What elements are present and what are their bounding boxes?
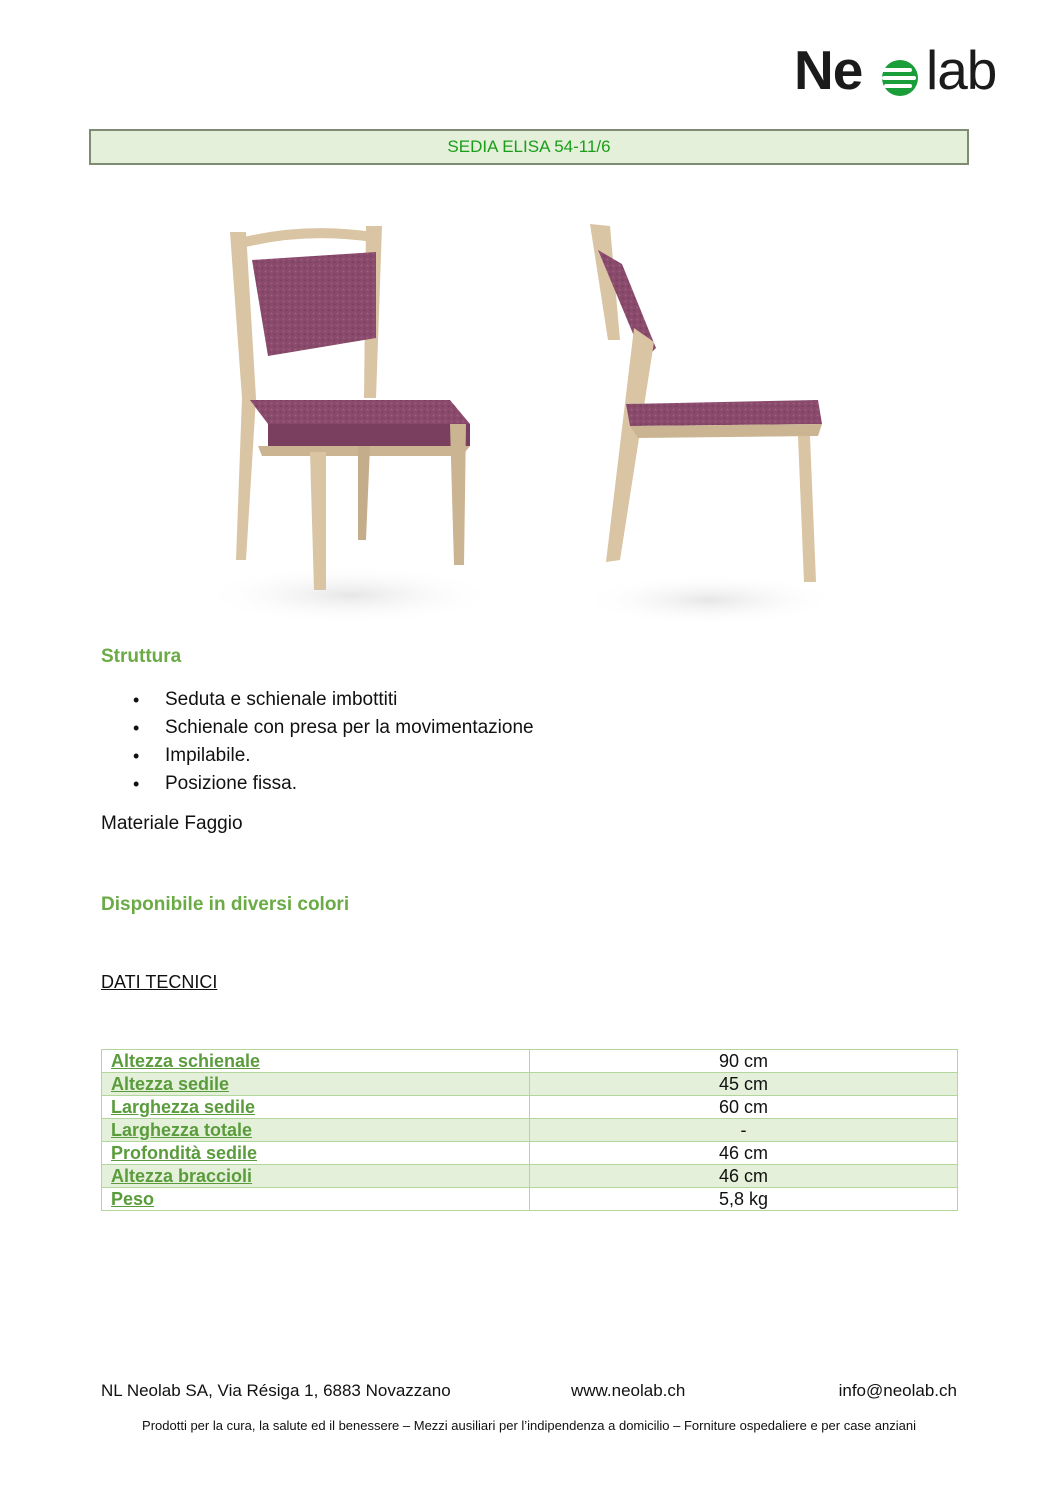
feature-list [101,686,534,798]
footer-website-link[interactable]: www.neolab.ch [571,1381,686,1400]
spec-label[interactable]: Altezza schienale [102,1050,530,1073]
specs-heading: DATI TECNICI [101,972,218,992]
footer-email-link[interactable]: info@neolab.ch [838,1381,957,1400]
table-row [102,1188,958,1211]
table-row [102,1142,958,1165]
logo-hand-icon [878,58,924,98]
product-title: SEDIA ELISA 54-11/6 [89,129,969,165]
material-text: Materiale Faggio [101,813,243,834]
list-item: • Seduta e schienale imbottiti [101,686,534,714]
spec-label[interactable]: Profondità sedile [102,1142,530,1165]
spec-value: 90 cm [530,1050,958,1073]
footer-tagline: Prodotti per la cura, la salute ed il benessere – Mezzi ausiliari per l’indipendenza a domicilio – Forniture ospedaliere e per case anziani [142,1418,916,1433]
spec-label[interactable]: Larghezza sedile [102,1096,530,1119]
logo-text-left: Ne [794,39,863,101]
spec-label[interactable]: Larghezza totale [102,1119,530,1142]
spec-label[interactable]: Altezza braccioli [102,1165,530,1188]
chair-front-view [200,226,500,625]
table-row [102,1096,958,1119]
spec-value: 5,8 kg [530,1188,958,1211]
logo-text-right: lab [926,39,997,101]
table-row [102,1073,958,1096]
chair-photo [150,210,850,650]
list-item: • Impilabile. [101,742,534,770]
neolab-logo [794,38,1014,102]
table-row [102,1165,958,1188]
section-heading-colori: Disponibile in diversi colori [101,894,350,915]
table-row [102,1050,958,1073]
spec-value: 46 cm [530,1142,958,1165]
table-row [102,1119,958,1142]
chair-side-view [580,224,840,626]
list-item: • Posizione fissa. [101,770,534,798]
spec-value: - [530,1119,958,1142]
spec-value: 46 cm [530,1165,958,1188]
section-heading-struttura: Struttura [101,646,182,667]
list-item: • Schienale con presa per la movimentazione [101,714,534,742]
spec-value: 45 cm [530,1073,958,1096]
specs-table [101,1049,958,1211]
spec-value: 60 cm [530,1096,958,1119]
spec-label[interactable]: Altezza sedile [102,1073,530,1096]
spec-label[interactable]: Peso [102,1188,530,1211]
footer-address: NL Neolab SA, Via Résiga 1, 6883 Novazzano [101,1381,451,1400]
